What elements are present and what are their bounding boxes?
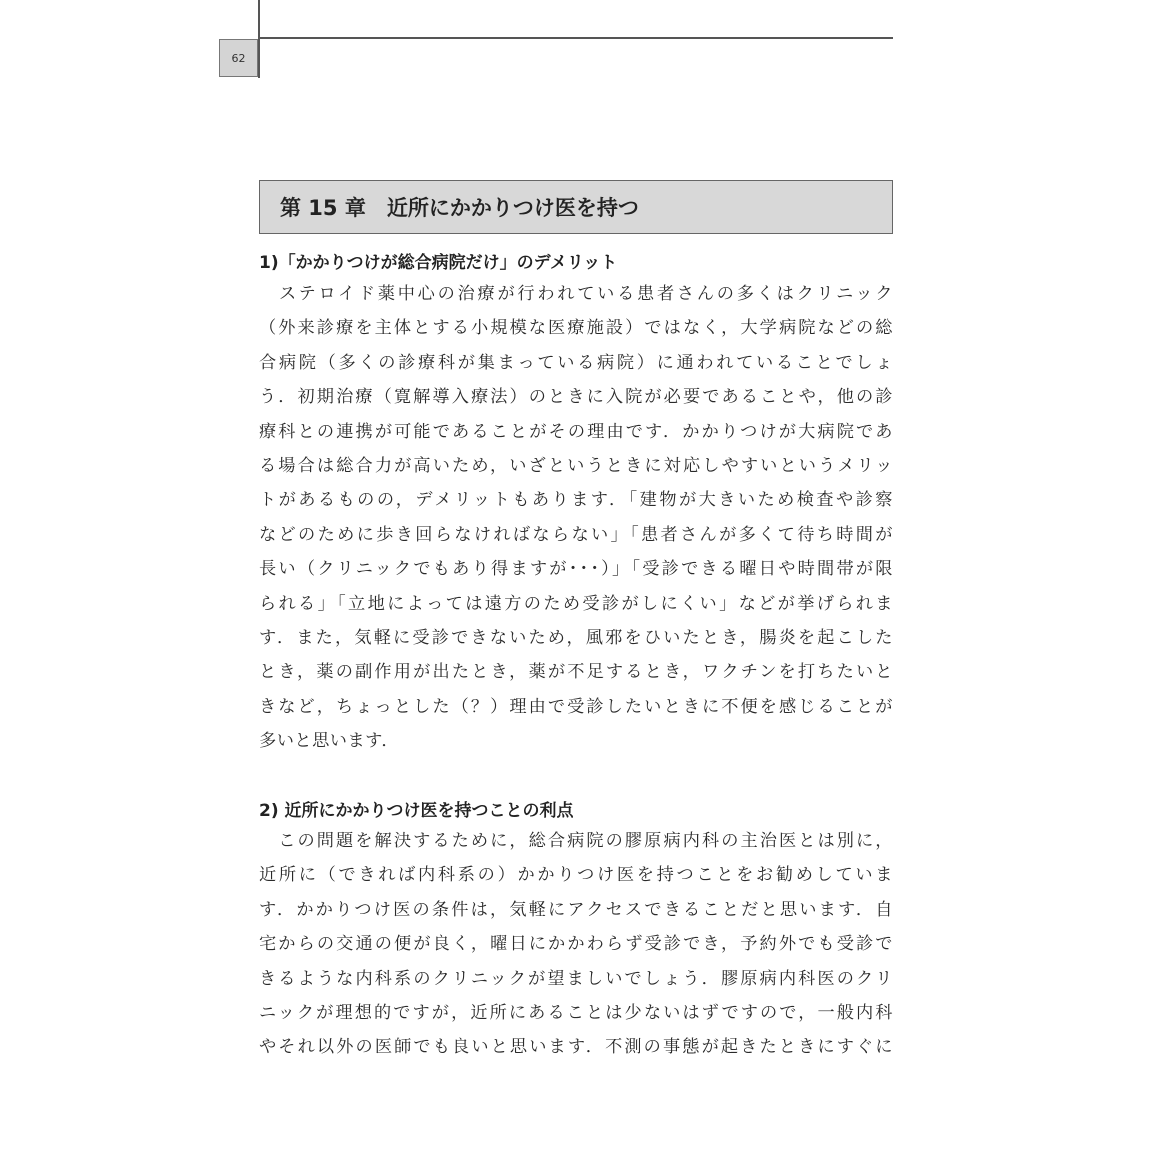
body-line: 長い（クリニックでもあり得ますが･･･）」「受診できる曜日や時間帯が限 (259, 559, 893, 580)
body-line: う．初期治療（寛解導入療法）のときに入院が必要であることや，他の診 (259, 387, 893, 408)
body-line: きるような内科系のクリニックが望ましいでしょう．膠原病内科医のクリ (259, 968, 893, 989)
header-horizontal-rule (258, 37, 893, 39)
body-line: 療科との連携が可能であることがその理由です．かかりつけが大病院であ (259, 421, 893, 442)
body-line: 合病院（多くの診療科が集まっている病院）に通われていることでしょ (259, 352, 893, 373)
body-line: られる」「立地によっては遠方のため受診がしにくい」などが挙げられま (259, 593, 893, 614)
page-number: 62 (219, 39, 258, 77)
body-line: る場合は総合力が高いため，いざというときに対応しやすいというメリッ (259, 455, 893, 476)
body-line: この問題を解決するために，総合病院の膠原病内科の主治医とは別に， (259, 831, 893, 851)
body-line: ニックが理想的ですが，近所にあることは少ないはずですので，一般内科 (259, 1002, 893, 1023)
body-line: きなど，ちょっとした（？）理由で受診したいときに不便を感じることが (259, 696, 893, 717)
body-line: 近所に（できれば内科系の）かかりつけ医を持つことをお勧めしていま (259, 865, 893, 886)
body-line: （外来診療を主体とする小規模な医療施設）ではなく，大学病院などの総 (259, 318, 893, 339)
body-line: トがあるものの，デメリットもあります．「建物が大きいため検査や診察 (259, 490, 893, 511)
section-2-body (259, 824, 893, 1065)
section-2-heading: 2) 近所にかかりつけ医を持つことの利点 (259, 801, 574, 821)
section-1-heading: 1)「かかりつけが総合病院だけ」のデメリット (259, 253, 618, 273)
body-line: す．また，気軽に受診できないため，風邪をひいたとき，腸炎を起こした (259, 627, 893, 648)
body-line: 多いと思います． (259, 731, 400, 752)
body-line: 宅からの交通の便が良く，曜日にかかわらず受診でき，予約外でも受診で (259, 934, 893, 955)
body-line: やそれ以外の医師でも良いと思います．不測の事態が起きたときにすぐに (259, 1037, 893, 1058)
body-line: などのために歩き回らなければならない」「患者さんが多くて待ち時間が (259, 524, 893, 545)
body-line: とき，薬の副作用が出たとき，薬が不足するとき，ワクチンを打ちたいと (259, 662, 893, 683)
header-vertical-rule (258, 0, 260, 78)
chapter-title: 第 15 章 近所にかかりつけ医を持つ (259, 180, 893, 234)
body-line: す．かかりつけ医の条件は，気軽にアクセスできることだと思います．自 (259, 899, 893, 920)
body-line: ステロイド薬中心の治療が行われている患者さんの多くはクリニック (259, 284, 893, 304)
section-1-body (259, 277, 893, 758)
